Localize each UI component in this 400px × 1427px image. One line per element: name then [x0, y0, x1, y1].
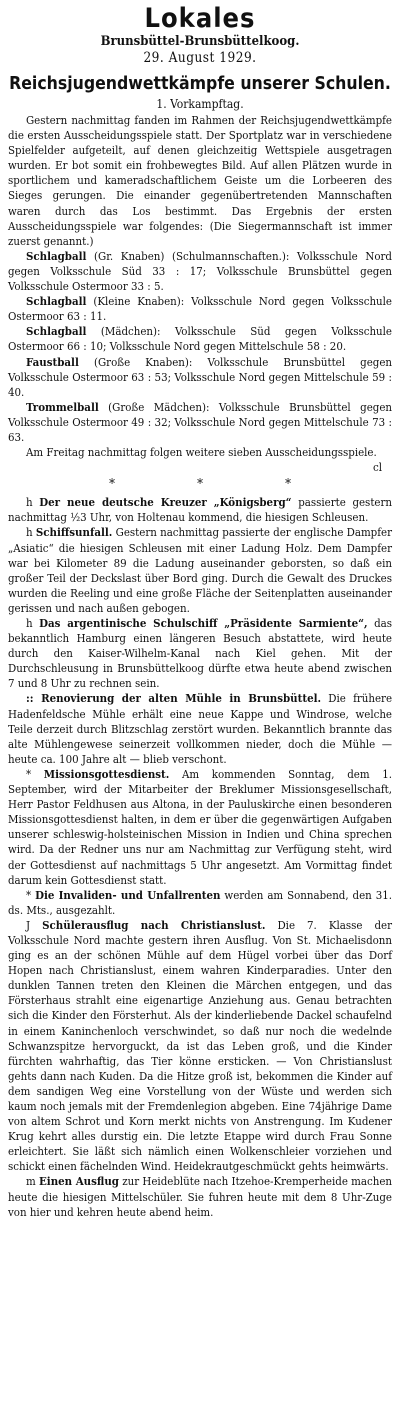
separator-star: * [197, 477, 203, 493]
result-text: Volksschule Süd gegen Volksschule Ostermoor 66 : 10; Volksschule Nord gegen Mittelschule 58 : 20. [8, 324, 392, 354]
author-marker: * [26, 887, 32, 902]
newspaper-page [8, 0, 392, 1423]
item-headline: Schiffsunfall. [35, 525, 113, 540]
sport-group: (Kleine Knaben): [86, 294, 192, 309]
item-headline: Missionsgottesdienst. [43, 766, 170, 781]
item-text: Gestern nachmittag passierte der englische Dampfer „Asiatic“ die hiesigen Schleusen mit einer Ladung Holz. Dem Dampfer war bei Kilometer 89 die Ladung auseinander geborsten, so daß ein großer Teil der Deckslast über Bord ging. Durch die Gewalt des Druckes wurden die Reeling und eine große Fläche der Seitenplatten auseinander gerissen und nach außen gebogen. [8, 525, 392, 615]
sport-name: Schlagball [26, 294, 87, 309]
author-marker: h [26, 525, 33, 540]
author-marker: h [26, 616, 33, 630]
result-text: Volksschule Brunsbüttel gegen Volksschule Ostermoor 63 : 53; Volksschule Nord gegen Mittelschule 59 : 40. [8, 354, 393, 399]
item-headline: Das argentinische Schulschiff „Präsidente Sarmiente“, [39, 616, 368, 630]
sport-name: Schlagball [26, 248, 87, 263]
news-item [8, 525, 392, 616]
author-marker: J [26, 917, 31, 932]
item-headline: :: Renovierung der alten Mühle in Brunsbüttel. [26, 691, 322, 706]
news-item [8, 918, 392, 1175]
article-intro: Gestern nachmittag fanden im Rahmen der Reichsjugendwettkämpfe die ersten Ausscheidungsspiele statt. Der Sportplatz war in verschiedene Spielfelder aufgeteilt, auf denen gleichzeitig Wettspiele ausgetragen wurden. Er bot somit ein frohbewegtes Bild. Auf allen Plätzen wurde in sportlichem und kameradschaftlichem Geiste um die Lorbeeren des Sieges gerungen. Die einander gegenübertretenden Mannschaften waren durch das Los bestimmt. Das Ergebnis der ersten Ausscheidungsspiele war folgendes: (Die Siegermannschaft ist immer zuerst genannt.) [8, 113, 392, 248]
article-sport [8, 72, 392, 475]
news-item [8, 691, 392, 766]
author-marker: * [26, 766, 32, 781]
sport-group: (Mädchen): [86, 324, 175, 339]
news-item [8, 767, 392, 888]
news-item [8, 616, 392, 691]
item-headline: Die Invaliden- und Unfallrenten [35, 887, 221, 902]
sport-name: Trommelball [26, 399, 99, 414]
results-list [8, 249, 392, 445]
sport-group: (Große Knaben): [78, 354, 208, 369]
author-marker: h [26, 495, 33, 510]
separator-star: * [109, 477, 115, 493]
news-item [8, 495, 392, 525]
news-item [8, 888, 392, 918]
item-headline: Schülerausflug nach Christianslust. [42, 917, 266, 932]
item-text: werden am Sonnabend, den 31. ds. Mts., ausgezahlt. [8, 887, 392, 917]
result-text: Volksschule Nord gegen Volksschule Ostermoor 63 : 11. [8, 294, 392, 324]
article-headline: Reichsjugendwettkämpfe unserer Schulen. [9, 74, 391, 94]
article-closing: Am Freitag nachmittag folgen weitere sieben Ausscheidungsspiele. [26, 445, 377, 460]
author-marker: m [26, 1174, 36, 1189]
sport-name: Schlagball [26, 324, 87, 339]
result-paragraph [8, 324, 392, 354]
item-text: passierte gestern nachmittag ½3 Uhr, von Holtenau kommend, die hiesigen Schleusen. [8, 495, 392, 525]
sport-group: (Gr. Knaben) (Schulmannschaften.): [86, 248, 297, 263]
item-headline: Der neue deutsche Kreuzer „Königsberg“ [39, 495, 292, 510]
article-subhead: 1. Vorkampftag. [156, 97, 244, 111]
item-text: zur Heideblüte nach Itzehoe-Kremperheide machen heute die hiesigen Mittelschüler. Sie fuhren heute mit dem 8 Uhr-Zuge von hier und kehren heute abend heim. [8, 1174, 392, 1219]
news-item [8, 1174, 392, 1219]
item-text: das bekanntlich Hamburg einen längeren Besuch abstattete, wird heute durch den Kaiser-Wilhelm-Kanal nach Kiel gehen. Mit der Durchschleusung in Brunsbüttelkoog dürfte etwa heute abend zwischen 7 und 8 Uhr zu rechnen sein. [8, 616, 392, 691]
item-headline: Einen Ausflug [39, 1174, 119, 1189]
result-paragraph [8, 249, 392, 294]
result-paragraph [8, 400, 392, 445]
separator-star: * [285, 477, 291, 493]
issue-date: 29. August 1929. [143, 50, 257, 66]
section-separator [8, 475, 392, 495]
result-paragraph [8, 294, 392, 324]
news-items [8, 495, 392, 1220]
section-title: Lokales [144, 3, 256, 34]
result-text: Volksschule Brunsbüttel gegen Volksschule Ostermoor 49 : 32; Volksschule Nord gegen Mittelschule 73 : 63. [8, 399, 392, 444]
result-paragraph [8, 355, 392, 400]
section-subtitle: Brunsbüttel-Brunsbüttelkoog. [100, 34, 300, 49]
item-text: Die frühere Hadenfeldsche Mühle erhält eine neue Kappe und Windrose, welche Teile derzeit durch Blitzschlag zerstört wurden. Bekanntlich brannte das alte Mühlengewese seinerzeit vollkommen nieder, doch die Mühle — heute ca. 100 Jahre alt — blieb verschont. [8, 691, 393, 766]
author-signature: cl [372, 460, 382, 475]
item-text: Die 7. Klasse der Volksschule Nord machte gestern ihren Ausflug. Von St. Michaelisdonn ging es an der schönen Mühle auf dem Hügel vorbei über das Dorf Hopen nach Christianslust, einem wahren Kinderparadies. Unter den dunklen Tannen treten den Kleinen die Märchen entgegen, und das Försterhaus strahlt eine eigenartige Anziehung aus. Genau betrachten sich die Kinder den Försterhut. Als der kinderliebende Dackel schaufelnd in einem Kaninchenloch verschwindet, so daß nur noch die wedelnde Schwanzspitze hervorguckt, da ist das Leben groß, und die Kinder fürchten wahrhaftig, das Tier könne ersticken. — Von Christianslust gehts dann nach Kuden. Da die Hitze groß ist, bekommen die Kinder auf dem sandigen Weg eine Vorstellung von der Wüste und werden sich kaum noch jemals mit der Fremdenlegion abgeben. Eine 74jährige Dame von altem Schrot und Korn merkt nichts von Anstrengung. Im Kudener Krug kehrt alles durstig ein. Die letzte Etappe wird durch Frau Sonne erleichtert. Sie läßt sich nämlich einen Wolkenschleier vorziehen und schickt einen fächelnden Wind. Heidekrautgeschmückt gehts heimwärts. [8, 917, 392, 1174]
result-text: Volksschule Nord gegen Volksschule Süd 33 : 17; Volksschule Brunsbüttel gegen Volksschule Ostermoor 33 : 5. [8, 248, 392, 294]
sport-name: Faustball [26, 354, 79, 369]
masthead [8, 4, 392, 67]
item-text: Am kommenden Sonntag, dem 1. September, wird der Mitarbeiter der Breklumer Missionsgesellschaft, Herr Pastor Feldhusen aus Altona, in der Pauluskirche einen besonderen Missionsgottesdienst halten, in dem er über die gegenwärtigen Aufgaben unserer schleswig-holsteinischen Mission in Indien und China sprechen wird. Da der Redner uns nur am Nachmittag zur Verfügung steht, wird der Gottesdienst auf nachmittags 5 Uhr angesetzt. Am Vormittag findet darum kein Gottesdienst statt. [8, 766, 392, 887]
sport-group: (Große Mädchen): [98, 399, 219, 414]
